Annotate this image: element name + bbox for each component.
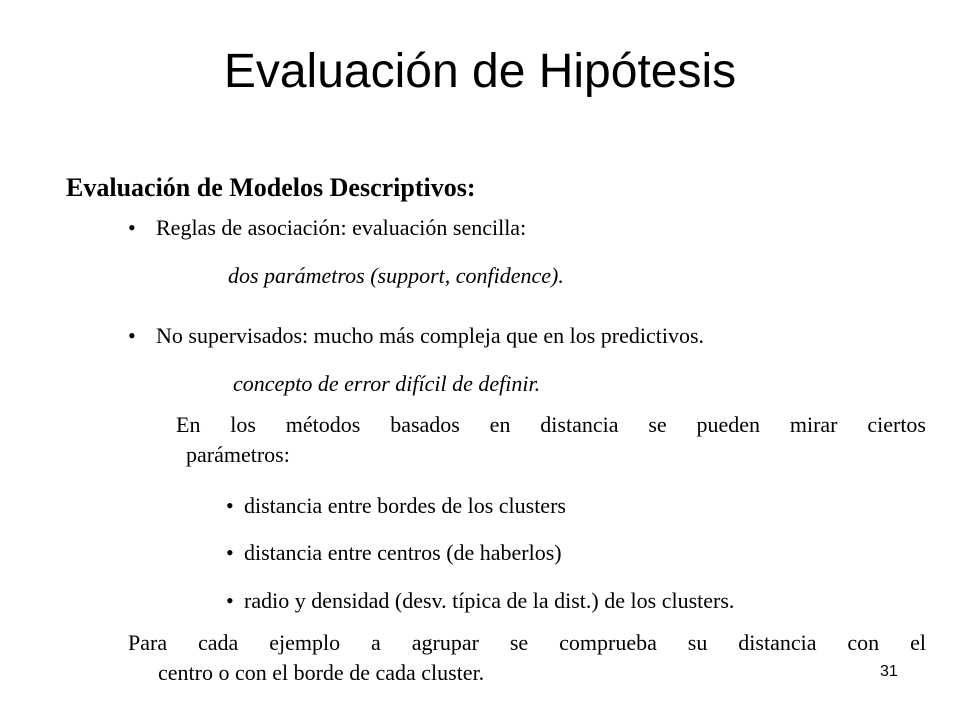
sub-bullet-centers bbox=[226, 539, 562, 567]
bullet-marker: • bbox=[226, 588, 234, 613]
closing-paragraph bbox=[128, 628, 926, 688]
sub-bullet-radius-density bbox=[226, 587, 734, 615]
bullet-association-rules bbox=[128, 214, 526, 242]
sub-bullet-text: radio y densidad (desv. típica de la dist.) de los clusters. bbox=[244, 588, 735, 613]
page-number: 31 bbox=[880, 663, 898, 680]
closing-paragraph-line2: centro o con el borde de cada cluster. bbox=[158, 660, 485, 685]
bullet-text: Reglas de asociación: evaluación sencilla: bbox=[156, 215, 527, 240]
slide-title: Evaluación de Hipótesis bbox=[223, 45, 737, 98]
distance-paragraph bbox=[176, 410, 926, 470]
sub-bullet-text: distancia entre centros (de haberlos) bbox=[244, 540, 562, 565]
bullet-marker: • bbox=[226, 540, 234, 565]
bullet-unsupervised bbox=[128, 322, 704, 350]
bullet-marker: • bbox=[128, 323, 136, 348]
distance-paragraph-line2: parámetros: bbox=[186, 442, 290, 467]
sub-bullet-text: distancia entre bordes de los clusters bbox=[244, 493, 566, 518]
bullet-marker: • bbox=[128, 215, 136, 240]
bullet-text: No supervisados: mucho más compleja que en los predictivos. bbox=[156, 323, 705, 348]
distance-paragraph-line1: En los métodos basados en distancia se pueden mirar ciertos bbox=[176, 412, 926, 437]
closing-paragraph-line1: Para cada ejemplo a agrupar se comprueba su distancia con el bbox=[128, 630, 926, 655]
unsupervised-detail: concepto de error difícil de definir. bbox=[233, 371, 541, 396]
sub-bullet-borders bbox=[226, 492, 566, 520]
association-rules-detail: dos parámetros (support, confidence). bbox=[228, 263, 564, 288]
bullet-marker: • bbox=[226, 493, 234, 518]
section-heading: Evaluación de Modelos Descriptivos: bbox=[66, 173, 476, 202]
